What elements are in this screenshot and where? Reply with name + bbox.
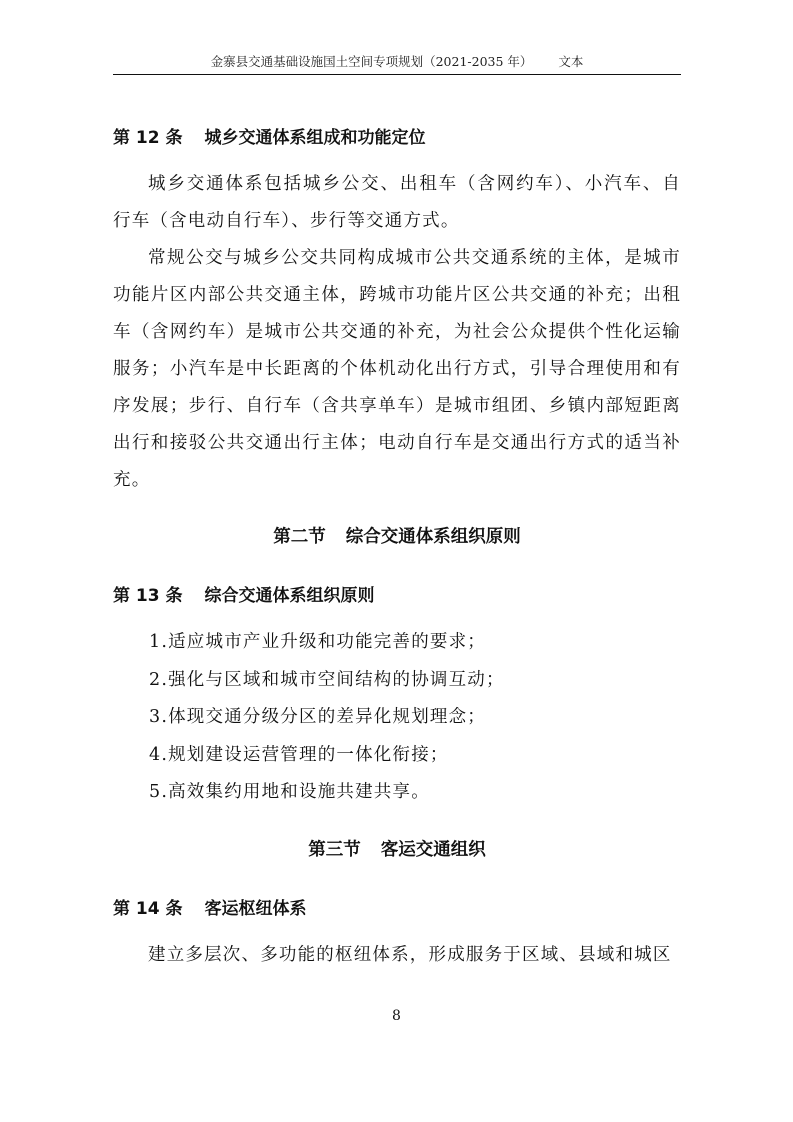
article-13-heading bbox=[113, 575, 681, 617]
article-14-title: 客运枢纽体系 bbox=[204, 898, 307, 919]
article-13-item-3: 3.体现交通分级分区的差异化规划理念； bbox=[149, 707, 486, 727]
header-doc-type: 文本 bbox=[558, 54, 584, 69]
article-12-heading bbox=[113, 117, 681, 159]
article-14-paragraph-1: 建立多层次、多功能的枢纽体系，形成服务于区域、县域和城区 bbox=[148, 944, 672, 965]
page-number: 8 bbox=[392, 1008, 401, 1024]
article-13-item-5: 5.高效集约用地和设施共建共享。 bbox=[149, 782, 430, 802]
article-14-number: 第 14 条 bbox=[113, 898, 183, 919]
page-body bbox=[113, 117, 681, 974]
header-title: 金寨县交通基础设施国土空间专项规划（2021-2035 年） bbox=[210, 54, 533, 69]
running-header bbox=[113, 52, 681, 72]
article-12-paragraph-1: 城乡交通体系包括城乡公交、出租车（含网约车）、小汽车、自行车（含电动自行车）、步行等交通方式。 bbox=[113, 174, 681, 231]
section-2-heading bbox=[113, 511, 681, 563]
article-13-item-4: 4.规划建设运营管理的一体化衔接； bbox=[149, 744, 449, 765]
article-13-item-2: 2.强化与区域和城市空间结构的协调互动； bbox=[149, 669, 505, 690]
section-2-title: 综合交通体系组织原则 bbox=[345, 527, 521, 547]
section-2-number: 第二节 bbox=[273, 527, 326, 547]
article-14-heading bbox=[113, 888, 681, 930]
article-13-item-1: 1.适应城市产业升级和功能完善的要求； bbox=[149, 632, 486, 652]
article-12-number: 第 12 条 bbox=[113, 128, 183, 148]
article-12-title: 城乡交通体系组成和功能定位 bbox=[204, 128, 426, 148]
header-rule bbox=[113, 74, 681, 75]
article-12-paragraph-2: 常规公交与城乡公交共同构成城市公共交通系统的主体，是城市功能片区内部公共交通主体，跨城市功能片区公共交通的补充；出租车（含网约车）是城市公共交通的补充，为社会公众提供个性化运输服务；小汽车是中长距离的个体机动化出行方式，引导合理使用和有序发展；步行、自行车（含共享单车）是城市组团、乡镇内部短距离出行和接驳公共交通出行主体；电动自行车是交通出行方式的适当补充。 bbox=[113, 248, 681, 490]
article-13-title: 综合交通体系组织原则 bbox=[204, 586, 375, 606]
article-13-number: 第 13 条 bbox=[113, 586, 183, 606]
section-3-heading bbox=[113, 824, 681, 876]
section-3-title: 客运交通组织 bbox=[380, 839, 486, 860]
section-3-number: 第三节 bbox=[308, 839, 361, 860]
